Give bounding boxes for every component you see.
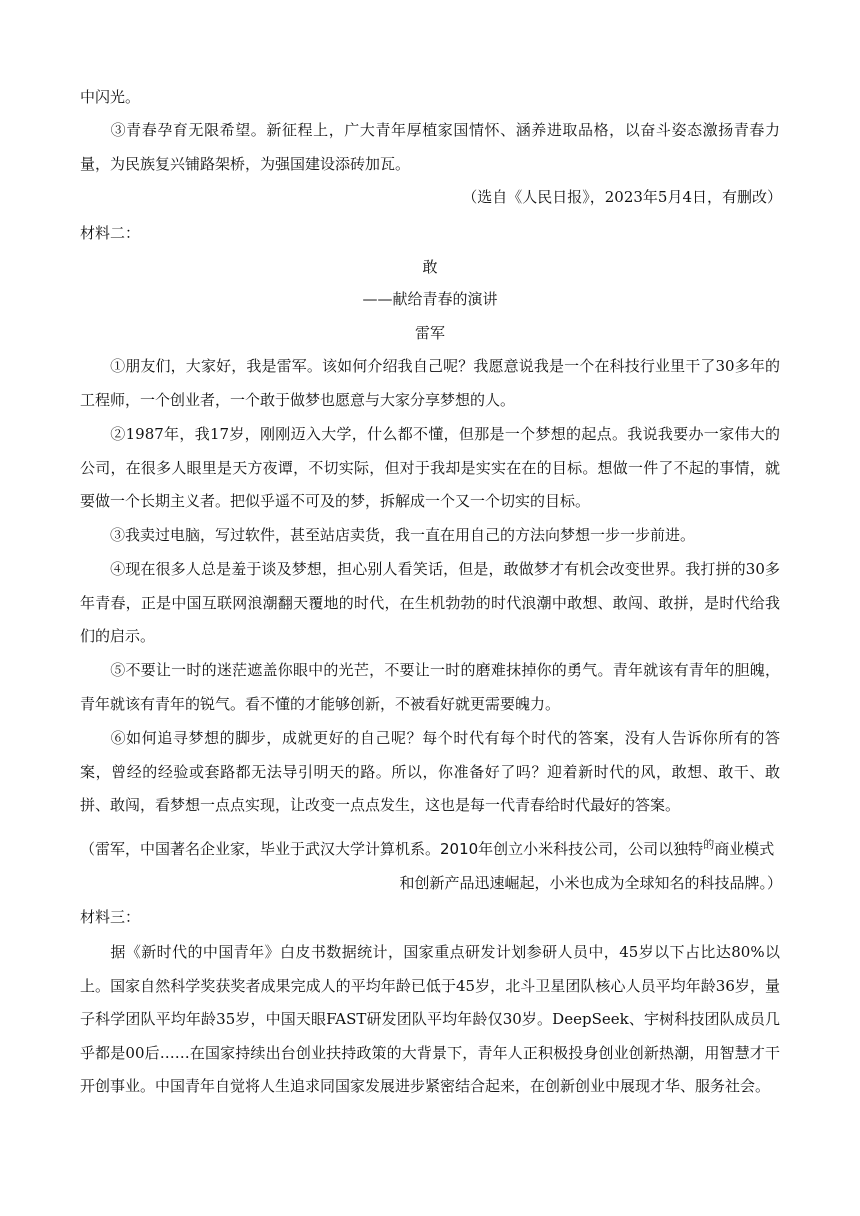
- speech-paragraph-4: [80, 553, 780, 654]
- speech-paragraph-text: ⑥如何追寻梦想的脚步，成就更好的自己呢？每个时代有每个时代的答案，没有人告诉你所有的答案，曾经的经验或套路都无法导引明天的路。所以，你准备好了吗？迎着新时代的风，敢想、敢干、敢拼、敢闯，看梦想一点点实现，让改变一点点发生，这也是每一代青春给时代最好的答案。: [80, 729, 780, 815]
- speech-paragraph-5: [80, 654, 780, 721]
- speech-paragraph-text: ②1987年，我17岁，刚刚迈入大学，什么都不懂，但那是一个梦想的起点。我说我要办一家伟大的公司，在很多人眼里是天方夜谭，不切实际，但对于我却是实实在在的目标。想做一件了不起的事情，就要做一个长期主义者。把似乎遥不可及的梦，拆解成一个又一个切实的目标。: [80, 425, 780, 511]
- author-note-line-2: 和创新产品迅速崛起，小米也成为全球知名的科技品牌。）: [399, 874, 782, 892]
- material3-paragraph-text: 据《新时代的中国青年》白皮书数据统计，国家重点研发计划参研人员中，45岁以下占比达80%以上。国家自然科学奖获奖者成果完成人的平均年龄已低于45岁，北斗卫星团队核心人员平均年龄36岁，量子科学团队平均年龄35岁，中国天眼FAST研发团队平均年龄仅30岁。DeepSeek、宇树科技团队成员几乎都是00后……在国家持续出台创业扶持政策的大背景下，青年人正积极投身创业创新热潮，用智慧才干开创事业。中国青年自觉将人生追求同国家发展进步紧密结合起来，在创新创业中展现才华、服务社会。: [80, 943, 780, 1096]
- speech-subtitle: ——献给青春的演讲: [362, 290, 498, 308]
- material1-paragraph-3-text: ③青春孕育无限希望。新征程上，广大青年厚植家国情怀、涵养进取品格，以奋斗姿态激扬青春力量，为民族复兴铺路架桥，为强国建设添砖加瓦。: [80, 121, 780, 173]
- speech-paragraph-1: [80, 350, 780, 417]
- author-note-line-1: [80, 838, 774, 862]
- speech-paragraph-text: ④现在很多人总是羞于谈及梦想，担心别人看笑话，但是，敢做梦才有机会改变世界。我打拼的30多年青春，正是中国互联网浪潮翻天覆地的时代，在生机勃勃的时代浪潮中敢想、敢闯、敢拼，是时代给我们的启示。: [80, 560, 780, 646]
- author-note-part1: （雷军，中国著名企业家，毕业于武汉大学计算机系。2010年创立小米科技公司，公司以独特: [80, 840, 704, 858]
- speech-paragraph-3: [80, 519, 780, 553]
- material3-paragraph: [80, 936, 780, 1104]
- speech-paragraph-text: ③我卖过电脑，写过软件，甚至站店卖货，我一直在用自己的方法向梦想一步一步前进。: [110, 526, 696, 544]
- speech-title: 敢: [422, 258, 438, 276]
- carryover-line: 中闪光。: [80, 88, 141, 106]
- speech-paragraph-6: [80, 722, 780, 823]
- material3-heading: 材料三：: [80, 908, 141, 926]
- speech-paragraph-text: ①朋友们，大家好，我是雷军。该如何介绍我自己呢？我愿意说我是一个在科技行业里干了30多年的工程师，一个创业者，一个敢于做梦也愿意与大家分享梦想的人。: [80, 357, 780, 409]
- speech-paragraph-2: [80, 418, 780, 519]
- material2-heading: 材料二：: [80, 224, 141, 242]
- speech-author: 雷军: [414, 324, 445, 342]
- source-citation: （选自《人民日报》，2023年5月4日，有删改）: [462, 188, 782, 206]
- author-note-sup: 的: [703, 838, 715, 851]
- author-note-part2: 商业模式: [714, 840, 775, 858]
- speech-paragraph-text: ⑤不要让一时的迷茫遮盖你眼中的光芒，不要让一时的磨难抹掉你的勇气。青年就该有青年的胆魄，青年就该有青年的锐气。看不懂的才能够创新，不被看好就更需要魄力。: [80, 661, 780, 713]
- material1-paragraph-3: [80, 114, 780, 181]
